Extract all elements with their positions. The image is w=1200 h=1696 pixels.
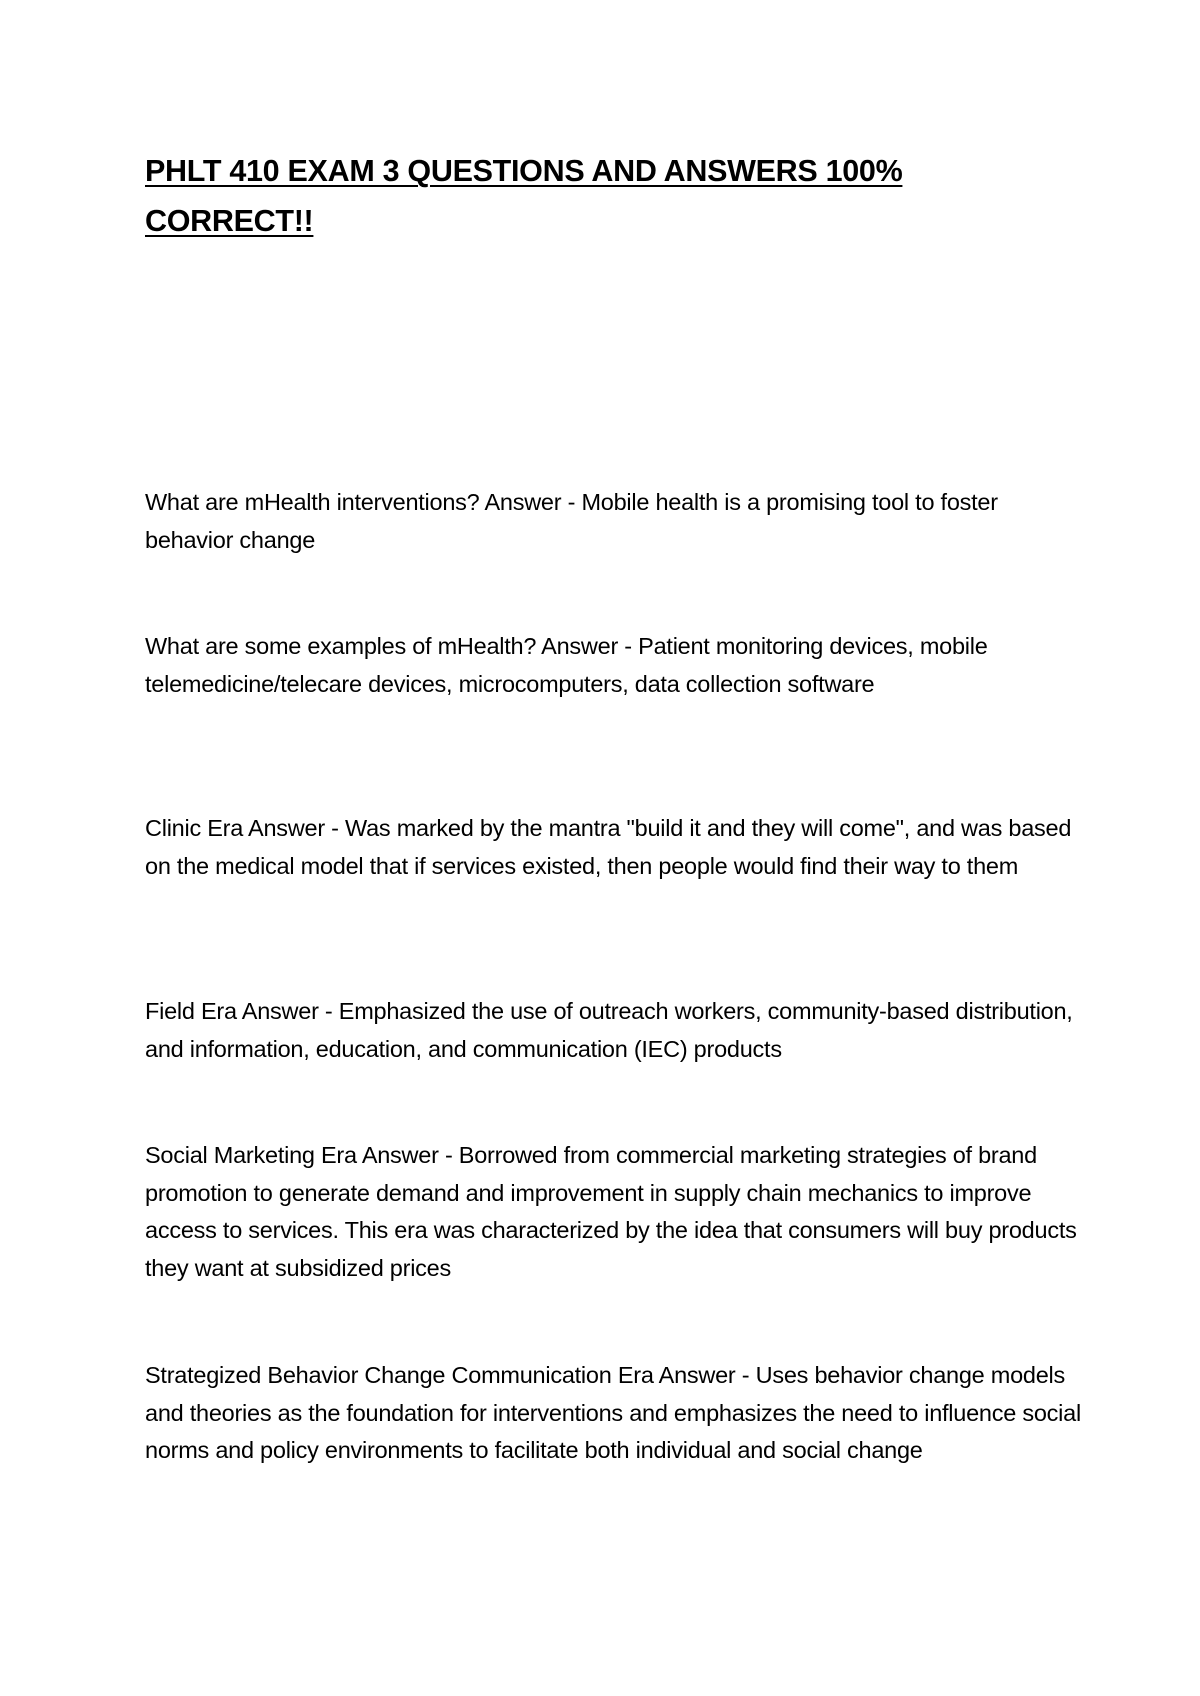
qa-entry (145, 1137, 1085, 1287)
document-title: PHLT 410 EXAM 3 QUESTIONS AND ANSWERS 100% CORRECT!! (145, 154, 903, 238)
question-text: Field Era (145, 998, 237, 1024)
qa-entry (145, 993, 1085, 1068)
answer-text: Answer - Borrowed from commercial marketing strategies of brand promotion to generate demand and improvement in supply chain mechanics to improve access to services. This era was characterized by the idea that consumers will buy products they want at subsidized prices (145, 1142, 1077, 1281)
qa-entry (145, 628, 1085, 703)
qa-entry (145, 1357, 1085, 1470)
question-text: What are some examples of mHealth? (145, 633, 537, 659)
question-text: Social Marketing Era (145, 1142, 357, 1168)
qa-entry (145, 810, 1085, 885)
question-text: Strategized Behavior Change Communication Era (145, 1362, 654, 1388)
answer-text: Answer - Was marked by the mantra "build it and they will come", and was based on the medical model that if services existed, then people would find their way to them (145, 815, 1072, 879)
qa-entry (145, 484, 1085, 559)
question-text: What are mHealth interventions? (145, 489, 480, 515)
question-text: Clinic Era (145, 815, 244, 841)
answer-text: Answer - Uses behavior change models and theories as the foundation for interventions and emphasizes the need to influence social norms and policy environments to facilitate both individual and social change (145, 1362, 1081, 1463)
answer-text: Answer - Emphasized the use of outreach workers, community-based distribution, and information, education, and communication (IEC) products (145, 998, 1073, 1062)
answer-text: Answer - Mobile health is a promising tool to foster behavior change (145, 489, 998, 553)
answer-text: Answer - Patient monitoring devices, mobile telemedicine/telecare devices, microcomputers, data collection software (145, 633, 988, 697)
